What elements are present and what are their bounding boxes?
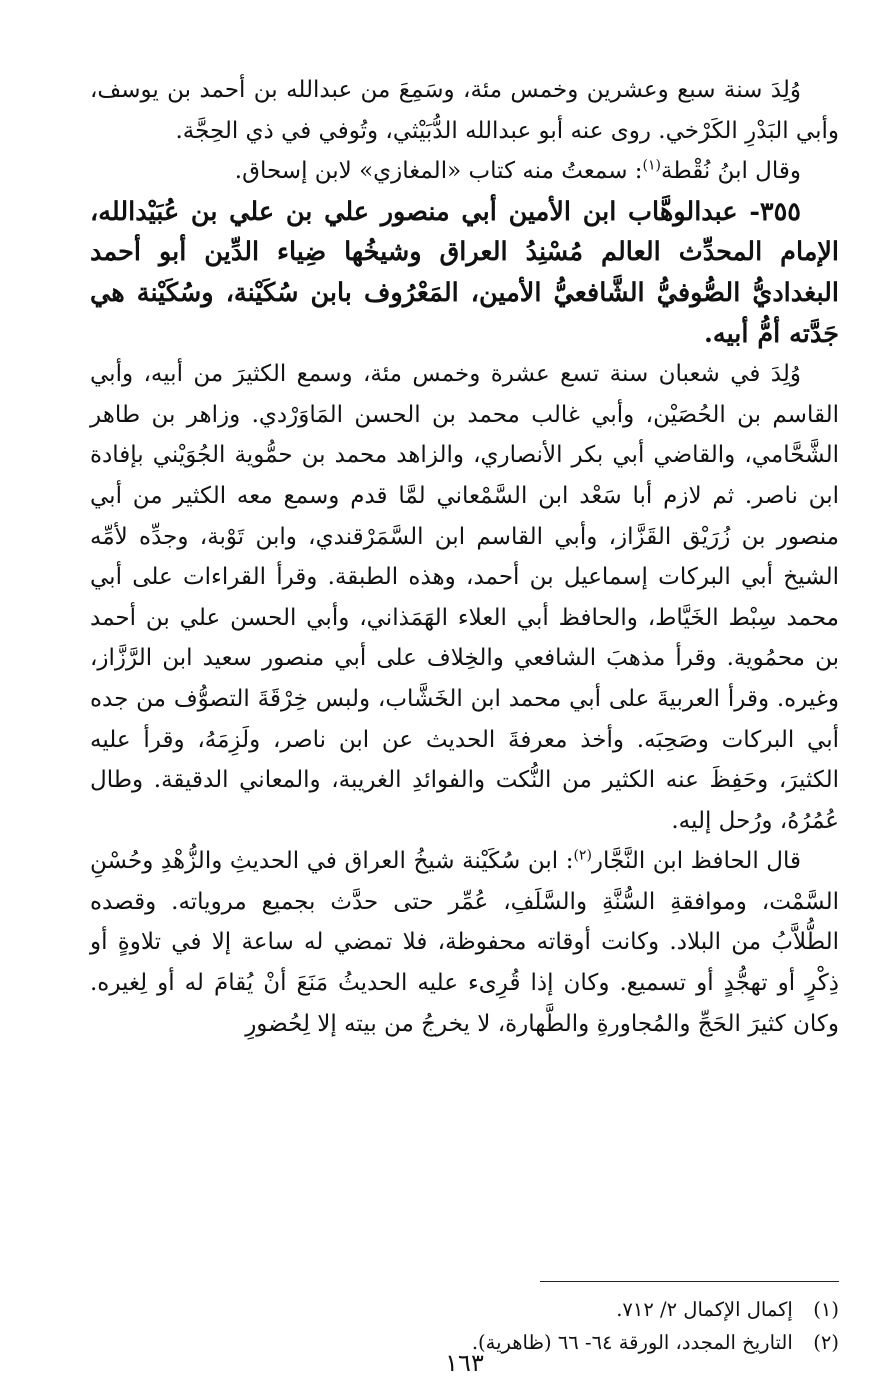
footnote-number: (١) bbox=[813, 1298, 839, 1321]
footnote-divider bbox=[540, 1281, 839, 1282]
paragraph-ibn-najjar-lead: قال الحافظ ابن النَّجَّار bbox=[591, 848, 802, 875]
paragraph-ibn-nuqta bbox=[90, 151, 839, 192]
paragraph-ibn-nuqta-lead: وقال ابنُ نُقْطة bbox=[661, 158, 801, 185]
book-page bbox=[90, 70, 840, 1377]
main-text bbox=[90, 70, 839, 1044]
paragraph-ibn-najjar bbox=[90, 841, 839, 1044]
paragraph-birth: وُلِدَ سنة سبع وعشرين وخمس مئة، وسَمِعَ من عبدالله بن أحمد بن يوسف، وأبي البَدْرِ الكَرْخي. روى عنه أبو عبدالله الدُّبَيْثي، وتُوفي في ذي الحِجَّة. bbox=[90, 77, 839, 144]
footnote-text: التاريخ المجدد، الورقة ٦٤- ٦٦ (ظاهرية). bbox=[471, 1331, 793, 1354]
biography-heading: ٣٥٥- عبدالوهَّاب ابن الأمين أبي منصور علي بن علي بن عُبَيْدالله، الإمام المحدِّث العالم مُسْنِدُ العراق وشيخُها ضِياء الدِّين أبو أحمد البغداديُّ الصُّوفيُّ الشَّافعيُّ الأمين، المَعْرُوف بابن سُكَيْنة، وسُكَيْنة هي جَدَّته أمُّ أبيه. bbox=[90, 196, 840, 349]
footnote-text: إكمال الإكمال ٢/ ٧١٢. bbox=[616, 1298, 793, 1321]
paragraph-biography: وُلِدَ في شعبان سنة تسع عشرة وخمس مئة، وسمع الكثيرَ من أبيه، وأبي القاسم بن الحُصَيْن، وأبي غالب محمد بن الحسن المَاوَرْدي. وزاهر بن طاهر الشَّحَّامي، والقاضي أبي بكر الأنصاري، والزاهد محمد بن حمُّوية الجُوَيْني بإفادة ابن ناصر. ثم لازم أبا سَعْد ابن السَّمْعاني لمَّا قدم وسمع معه الكثير من أبي منصور بن زُرَيْق القَزَّاز، وأبي القاسم ابن السَّمَرْقندي، وابن تَوْبة، وجدِّه لأمِّه الشيخ أبي البركات إسماعيل بن أحمد، وهذه الطبقة. وقرأ القراءات على أبي محمد سِبْط الخَيَّاط، والحافظ أبي العلاء الهَمَذاني، وأبي الحسن علي بن أحمد بن محمُوية. وقرأ مذهبَ الشافعي والخِلاف على أبي منصور سعيد ابن الرَّزَّاز، وغيره. وقرأ العربيةَ على أبي محمد ابن الخَشَّاب، ولبس خِرْقَةَ التصوُّف من جده أبي البركات وصَحِبَه. وأخذ معرفةَ الحديث عن ابن ناصر، ولَزِمَهُ، وقرأ عليه الكثيرَ، وحَفِظَ عنه الكثير من النُّكت والفوائدِ الغريبة، والمعاني الدقيقة. وطال عُمُرُهُ، ورُحل إليه. bbox=[90, 361, 839, 834]
footnote-ref-1: (١) bbox=[642, 157, 662, 174]
page-number: ١٦٣ bbox=[445, 1349, 484, 1377]
footnote-number: (٢) bbox=[813, 1331, 839, 1354]
paragraph-ibn-najjar-quote: : ابن سُكَيْنة شيخُ العراق في الحديثِ والزُّهْدِ وحُسْنِ السَّمْت، وموافقةِ السُّنَّةِ والسَّلَفِ، عُمِّر حتى حدَّث بجميع مروياته. وقصده الطُّلاَّبُ من البلاد. وكانت أوقاته محفوظة، فلا تمضي له ساعة إلا في تلاوةٍ أو ذِكْرٍ أو تهجُّدٍ أو تسميع. وكان إذا قُرِىء عليه الحديثُ مَنَعَ أنْ يُقامَ له أو لِغيره. وكان كثيرَ الحَجِّ والمُجاورةِ والطَّهارة، لا يخرجُ من بيته إلا لِحُضورِ bbox=[90, 848, 839, 1037]
footnote-ref-2: (٢) bbox=[573, 847, 592, 864]
footnote-1 bbox=[90, 1293, 839, 1326]
paragraph-ibn-nuqta-quote: : سمعتُ منه كتاب «المغازي» لابن إسحاق. bbox=[234, 158, 643, 185]
